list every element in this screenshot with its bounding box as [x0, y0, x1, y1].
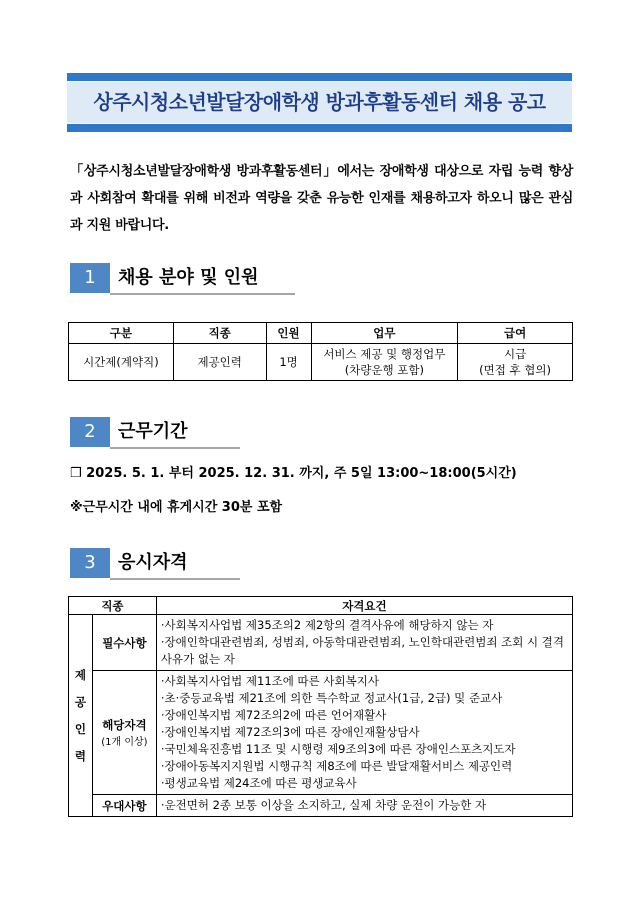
- section-number: 2: [70, 417, 110, 447]
- list-item: ·장애인복지법 제72조의3에 따른 장애인재활상담사: [160, 725, 420, 739]
- list-item: ·사회복지사업법 제35조의2 제2항의 결격사유에 해당하지 않는 자: [160, 618, 494, 632]
- qualification-items: [156, 671, 572, 795]
- job-char: 제: [74, 667, 87, 682]
- title-banner: [67, 73, 572, 132]
- cell-count: 1명: [266, 344, 311, 381]
- work-period: ❒ 2025. 5. 1. 부터 2025. 12. 31. 까지, 주 5일 13:00~18:00(5시간): [70, 466, 517, 481]
- section-2-heading: [70, 417, 240, 447]
- job-char: 공: [74, 694, 87, 709]
- list-item: ·평생교육법 제24조에 따른 평생교육사: [160, 776, 357, 790]
- duty-line-1: 서비스 제공 및 행정업무: [323, 347, 446, 361]
- section-underline: [110, 447, 240, 449]
- qualification-table: [68, 596, 573, 817]
- qualification-sublabel: (1개 이상): [101, 737, 148, 748]
- section-3-heading: [70, 548, 240, 578]
- page-title: 상주시청소년발달장애학생 방과후활동센터 채용 공고: [93, 90, 546, 114]
- cell-category: 시간제(계약직): [69, 344, 174, 381]
- intro-paragraph: 「상주시청소년발달장애학생 방과후활동센터」에서는 장애학생 대상으로 자립 능력 향상과 사회참여 확대를 위해 비전과 역량을 갖춘 유능한 인재를 채용하고자 하오니 많은 관심과 지원 바랍니다.: [70, 164, 573, 233]
- table-row: [69, 795, 573, 817]
- job-char: 력: [74, 748, 87, 763]
- recruitment-table: [68, 322, 573, 381]
- pay-line-1: 시급: [503, 347, 527, 361]
- qualification-label: 해당자격: [102, 718, 147, 732]
- section-number: 3: [70, 548, 110, 578]
- pay-line-2: (면접 후 협의): [479, 363, 552, 377]
- section-1-heading: [70, 263, 295, 293]
- job-cell-vertical: [69, 615, 93, 817]
- section-underline: [110, 293, 295, 295]
- header-count: 인원: [266, 323, 311, 344]
- list-item: ·초·중등교육법 제21조에 의한 특수학교 정교사(1급, 2급) 및 준교사: [160, 691, 503, 705]
- list-item: ·장애아동복지지원법 시행규칙 제8조에 따른 발달재활서비스 제공인력: [160, 759, 513, 773]
- preferred-items: [156, 795, 572, 817]
- preferred-label: 우대사항: [92, 795, 156, 817]
- cell-pay: [458, 344, 573, 381]
- header-category: 구분: [69, 323, 174, 344]
- duty-line-2: (차량운행 포함): [344, 363, 424, 377]
- table-row: [69, 344, 573, 381]
- cell-duty: [311, 344, 458, 381]
- required-items: [156, 615, 572, 671]
- table-header-row: [69, 597, 573, 615]
- section-underline: [110, 578, 240, 580]
- title-bottom-bar: [67, 124, 572, 132]
- list-item: ·사회복지사업법 제11조에 따른 사회복지사: [160, 674, 379, 688]
- list-item: ·장애인복지법 제72조의2에 따른 언어재활사: [160, 708, 387, 722]
- cell-job: 제공인력: [173, 344, 266, 381]
- section-number: 1: [70, 263, 110, 293]
- header-requirements: 자격요건: [156, 597, 572, 615]
- section-title: 응시자격: [118, 552, 188, 573]
- table-row: [69, 615, 573, 671]
- qualification-label-cell: [92, 671, 156, 795]
- header-pay: 급여: [458, 323, 573, 344]
- list-item: ·운전면허 2종 보통 이상을 소지하고, 실제 차량 운전이 가능한 자: [160, 798, 487, 812]
- section-title: 채용 분야 및 인원: [118, 267, 259, 288]
- list-item: ·국민체육진흥법 11조 및 시행령 제9조의3에 따른 장애인스포츠지도자: [160, 742, 516, 756]
- header-job: 직종: [69, 597, 157, 615]
- header-job: 직종: [173, 323, 266, 344]
- table-row: [69, 671, 573, 795]
- section-title: 근무기간: [118, 421, 188, 442]
- required-label: 필수사항: [92, 615, 156, 671]
- list-item: ·장애인학대관련범죄, 성범죄, 아동학대관련범죄, 노인학대관련범죄 조회 시 결격사유가 없는 자: [160, 635, 565, 666]
- title-top-bar: [67, 73, 572, 81]
- header-duty: 업무: [311, 323, 458, 344]
- job-char: 인: [74, 721, 87, 736]
- break-note: ※근무시간 내에 휴게시간 30분 포함: [70, 500, 283, 515]
- table-header-row: [69, 323, 573, 344]
